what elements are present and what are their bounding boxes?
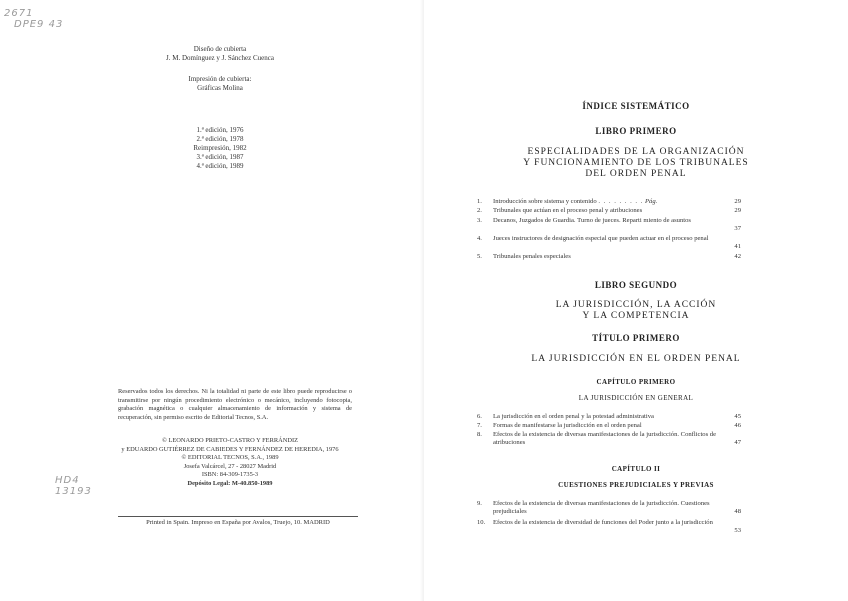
index-title: ÍNDICE SISTEMÁTICO	[582, 101, 690, 111]
entry-number: 4.	[477, 235, 482, 242]
copyright-line: ISBN: 84-309-1735-3	[201, 471, 259, 478]
capitulo-primero-subtitle: LA JURISDICCIÓN EN GENERAL	[578, 394, 694, 402]
toc-entry	[477, 413, 741, 421]
entry-number: 1.	[477, 198, 482, 205]
capitulo-ii-heading: CAPÍTULO II	[611, 465, 661, 473]
credit-line: J. M. Domínguez y J. Sánchez Cuenca	[166, 54, 274, 62]
entry-page: 53	[734, 527, 741, 534]
subtitle-line: LA JURISDICCIÓN, LA ACCIÓN	[555, 300, 717, 310]
capitulo-primero-heading: CAPÍTULO PRIMERO	[596, 378, 676, 386]
copyright-line: y EDUARDO GUTIÉRREZ DE CABIEDES Y FERNÁNDEZ DE HEREDIA, 1976	[121, 445, 339, 453]
subtitle-line: Y FUNCIONAMIENTO DE LOS TRIBUNALES	[523, 158, 749, 168]
toc-entry	[477, 500, 741, 516]
entry-text: Efectos de la existencia de diversas manifestaciones de la jurisdicción. Conflictos de atribuciones	[493, 431, 717, 446]
toc-entry	[477, 431, 741, 447]
page-prefix: Pág.	[645, 198, 658, 205]
entry-number: 3.	[477, 217, 482, 224]
handwritten-note-top	[4, 8, 63, 30]
toc-entry	[477, 207, 741, 215]
entry-text: Formas de manifestarse la jurisdicción en el orden penal	[493, 422, 642, 429]
titulo-primero-subtitle: LA JURISDICCIÓN EN EL ORDEN PENAL	[531, 354, 741, 364]
copyright-line: © EDITORIAL TECNOS, S.A., 1989	[181, 454, 279, 461]
entry-number: 7.	[477, 422, 482, 429]
toc-entry	[477, 217, 741, 233]
libro-segundo-subtitle	[424, 300, 848, 322]
copyright-line: Josefa Valcárcel, 27 - 28027 Madrid	[183, 462, 277, 470]
entry-text: Jueces instructores de designación especial que pueden actuar en el proceso penal	[493, 235, 709, 242]
toc-entry	[477, 235, 741, 251]
handwritten-line: DPE9 43	[14, 19, 64, 30]
entry-text: Efectos de la existencia de diversas manifestaciones de la jurisdicción. Cuestiones prejudiciales	[493, 500, 710, 515]
entry-text: Decanos, Juzgados de Guardia. Turno de jueces. Reparti miento de asuntos	[493, 217, 691, 224]
credit-line: Gráficas Molina	[197, 84, 243, 92]
handwritten-line: 2671	[4, 8, 34, 19]
handwritten-line: 13193	[55, 486, 92, 497]
entry-number: 6.	[477, 413, 482, 420]
toc-entry: 1. Introducción sobre sistema y contenido . . . . . . . . . Pág. 29	[477, 198, 741, 205]
entry-number: 9.	[477, 500, 482, 507]
rights-notice: Reservados todos los derechos. Ni la totalidad ni parte de este libro puede reproducirse o transmitirse por ningún procedimiento electrónico o mecánico, incluyendo fotocopia, grabación magnética o cualquier almacenamiento de información y sistema de recuperación, sin permiso escrito de Editorial Tecnos, S.A.	[118, 388, 352, 421]
entry-number: 10.	[477, 519, 486, 526]
toc-entry	[477, 422, 741, 430]
edition-line: 3.ª edición, 1987	[196, 153, 244, 161]
entry-text: Tribunales penales especiales	[493, 253, 571, 260]
cover-credits	[120, 45, 320, 93]
entry-page: 29	[734, 198, 741, 205]
edition-line: 1.ª edición, 1976	[196, 126, 244, 134]
titulo-primero-heading: TÍTULO PRIMERO	[592, 333, 680, 343]
libro-primero-heading: LIBRO PRIMERO	[595, 126, 677, 136]
entry-page: 29	[734, 207, 741, 214]
edition-line: 4.ª edición, 1989	[196, 162, 244, 170]
entry-text: La jurisdicción en el orden penal y la potestad administrativa	[493, 413, 654, 420]
entry-page: 45	[734, 413, 741, 420]
copyright-line: © LEONARDO PRIETO-CASTRO Y FERRÁNDIZ	[162, 437, 298, 444]
edition-line: Reimpresión, 1982	[193, 144, 247, 152]
entry-text: Efectos de la existencia de diversidad de funciones del Poder junto a la jurisdicción	[493, 519, 713, 526]
copyright-line: Depósito Legal: M-40.850-1989	[187, 479, 273, 487]
copyright-block	[100, 437, 360, 488]
credit-line: Impresión de cubierta:	[188, 75, 252, 83]
edition-line: 2.ª edición, 1978	[196, 135, 244, 143]
entry-page: 47	[734, 439, 741, 446]
edition-history	[175, 126, 265, 171]
entry-text: Introducción sobre sistema y contenido	[493, 198, 597, 205]
entry-number: 5.	[477, 253, 482, 260]
entry-page: 48	[734, 508, 741, 515]
entry-text: Tribunales que actúan en el proceso penal y atribuciones	[493, 207, 643, 214]
entry-page: 37	[734, 225, 741, 232]
handwritten-line: HD4	[55, 475, 80, 486]
divider	[118, 516, 358, 517]
subtitle-line: DEL ORDEN PENAL	[585, 169, 687, 179]
printed-in-spain: Printed in Spain. Impreso en España por Avalos, Truejo, 10. MADRID	[146, 519, 330, 526]
libro-primero-subtitle	[424, 147, 848, 180]
entry-page: 42	[734, 253, 741, 260]
subtitle-line: ESPECIALIDADES DE LA ORGANIZACIÓN	[527, 147, 745, 157]
toc-entry	[477, 253, 741, 261]
subtitle-line: Y LA COMPETENCIA	[582, 311, 690, 321]
capitulo-ii-subtitle: CUESTIONES PREJUDICIALES Y PREVIAS	[558, 481, 714, 489]
entry-number: 2.	[477, 207, 482, 214]
libro-segundo-heading: LIBRO SEGUNDO	[594, 280, 678, 290]
entry-number: 8.	[477, 431, 482, 438]
entry-page: 41	[734, 243, 741, 250]
entry-page: 46	[734, 422, 741, 429]
handwritten-note-bottom	[55, 475, 92, 497]
credit-line: Diseño de cubierta	[193, 45, 247, 53]
toc-entry	[477, 519, 741, 535]
